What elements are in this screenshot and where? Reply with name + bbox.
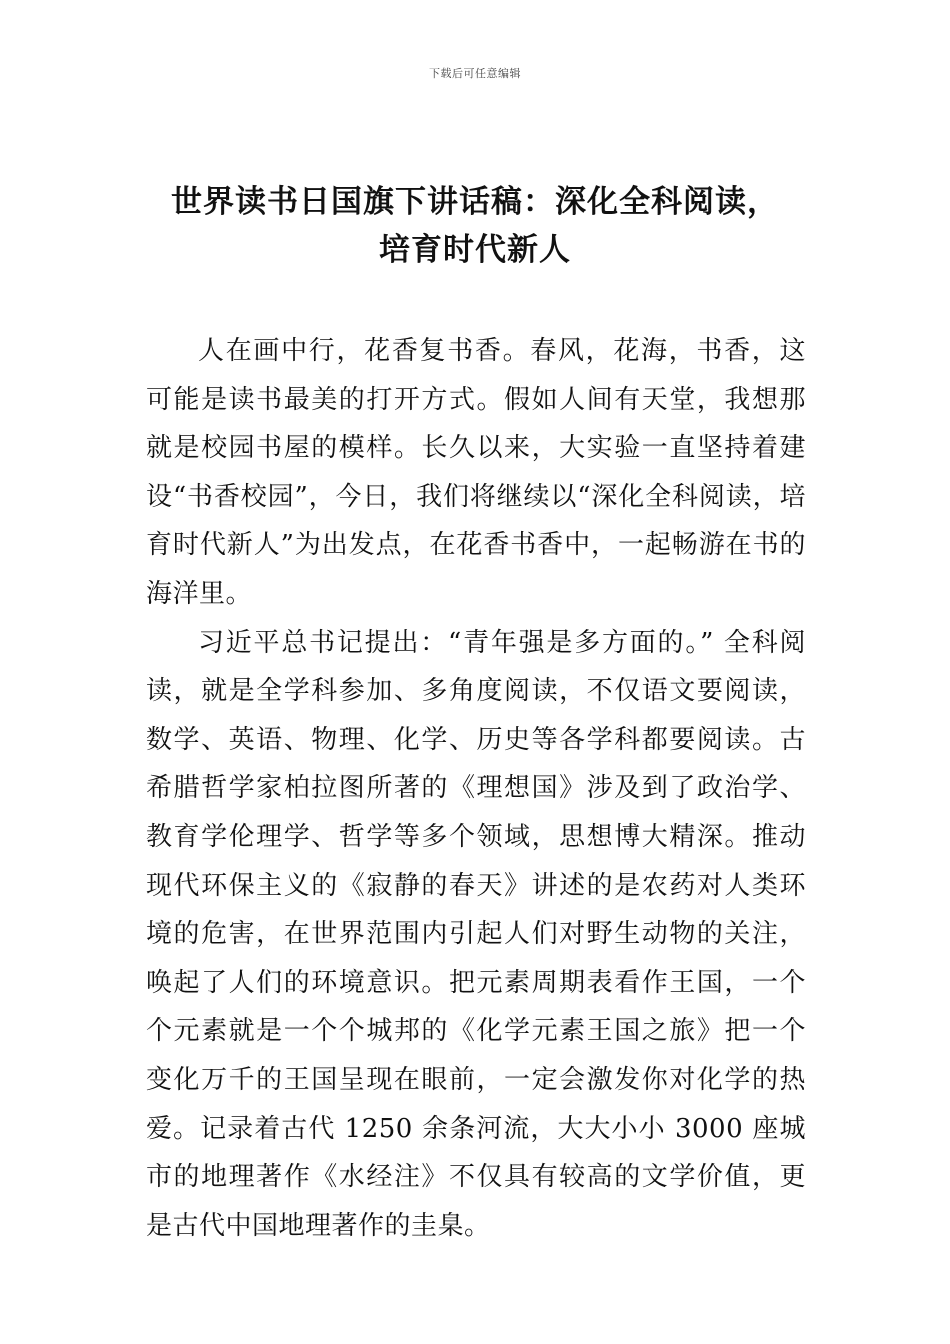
- title-line-1: 世界读书日国旗下讲话稿：深化全科阅读，: [171, 184, 779, 220]
- paragraph: 习近平总书记提出：“青年强是多方面的。” 全科阅读，就是全学科参加、多角度阅读，不仅语文要阅读，数学、英语、物理、化学、历史等各学科都要阅读。古希腊哲学家柏拉图所著的《理想国》涉及到了政治学、教育学伦理学、哲学等多个领域，思想博大精深。推动现代环保主义的《寂静的春天》讲述的是农药对人类环境的危害，在世界范围内引起人们对野生动物的关注，唤起了人们的环境意识。把元素周期表看作王国，一个个元素就是一个个城邦的《化学元素王国之旅》把一个变化万千的王国呈现在眼前，一定会激发你对化学的热爱。记录着古代 1250 余条河流，大大小小 3000 座城市的地理著作《水经注》不仅具有较高的文学价值，更是古代中国地理著作的圭臬。: [146, 627, 806, 1241]
- document-body: [146, 327, 806, 1250]
- paragraph: 人在画中行，花香复书香。春风，花海，书香，这可能是读书最美的打开方式。假如人间有天堂，我想那就是校园书屋的模样。长久以来，大实验一直坚持着建设“书香校园”，今日，我们将继续以“深化全科阅读，培育时代新人”为出发点，在花香书香中，一起畅游在书的海洋里。: [146, 336, 806, 609]
- document-title: [120, 178, 830, 274]
- header-note: 下载后可任意编辑: [429, 67, 521, 80]
- title-line-2: 培育时代新人: [379, 232, 571, 268]
